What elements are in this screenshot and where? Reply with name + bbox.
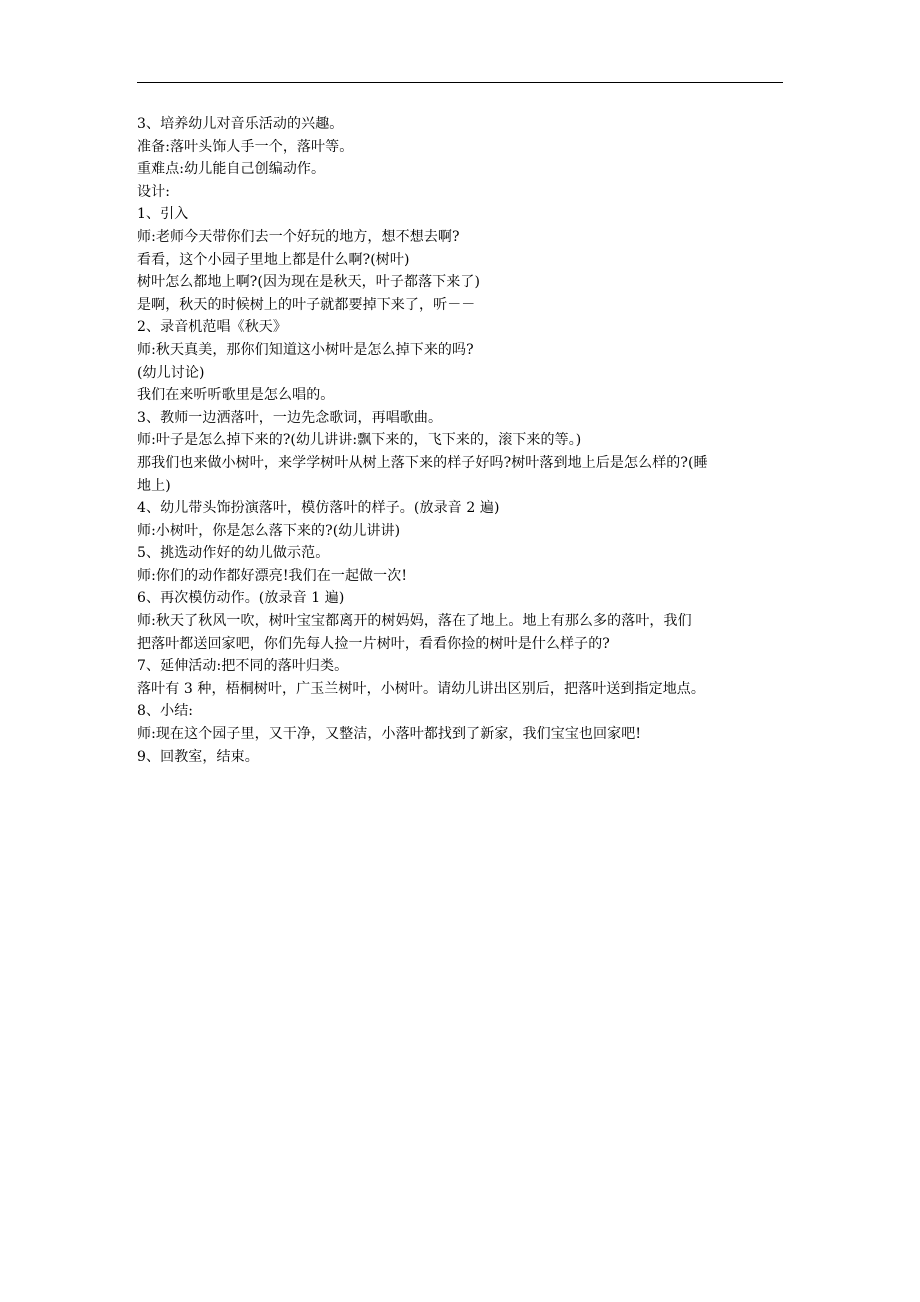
text-line: 5、挑选动作好的幼儿做示范。 <box>137 545 330 562</box>
text-line: 设计: <box>137 183 171 200</box>
text-line: 师:你们的动作都好漂亮!我们在一起做一次! <box>137 567 408 584</box>
text-line: 师:小树叶，你是怎么落下来的?(幼儿讲讲) <box>137 522 401 539</box>
text-line: 4、幼儿带头饰扮演落叶，模仿落叶的样子。(放录音 2 遍) <box>137 500 500 517</box>
text-line: 准备:落叶头饰人手一个，落叶等。 <box>137 138 354 155</box>
text-line: 8、小结: <box>137 703 194 720</box>
document-body <box>137 113 787 768</box>
text-line: (幼儿讨论) <box>137 364 205 381</box>
text-line: 是啊，秋天的时候树上的叶子就都要掉下来了，听－－ <box>137 296 476 313</box>
text-line: 师:秋天了秋风一吹，树叶宝宝都离开的树妈妈，落在了地上。地上有那么多的落叶，我们 <box>137 613 692 630</box>
text-line: 落叶有 3 种，梧桐树叶，广玉兰树叶，小树叶。请幼儿讲出区别后，把落叶送到指定地点。 <box>137 680 706 697</box>
text-line: 我们在来听听歌里是怎么唱的。 <box>137 387 335 404</box>
text-line: 2、录音机范唱《秋天》 <box>137 319 288 336</box>
text-line: 7、延伸活动:把不同的落叶归类。 <box>137 658 349 675</box>
text-line: 地上) <box>137 477 171 494</box>
text-line: 树叶怎么都地上啊?(因为现在是秋天，叶子都落下来了) <box>137 274 481 291</box>
text-line: 师:现在这个园子里，又干净，又整洁，小落叶都找到了新家，我们宝宝也回家吧! <box>137 726 642 743</box>
text-line: 那我们也来做小树叶，来学学树叶从树上落下来的样子好吗?树叶落到地上后是怎么样的?(睡 <box>137 454 708 471</box>
text-line: 师:老师今天带你们去一个好玩的地方，想不想去啊? <box>137 228 460 245</box>
text-line: 3、培养幼儿对音乐活动的兴趣。 <box>137 116 344 132</box>
text-line: 重难点:幼儿能自己创编动作。 <box>137 161 326 178</box>
text-line: 3、教师一边洒落叶，一边先念歌词，再唱歌曲。 <box>137 409 443 426</box>
text-line: 9、回教室，结束。 <box>137 748 259 765</box>
text-line: 1、引入 <box>137 206 189 223</box>
text-line: 师:秋天真美，那你们知道这小树叶是怎么掉下来的吗? <box>137 341 474 358</box>
text-line: 看看，这个小园子里地上都是什么啊?(树叶) <box>137 251 410 268</box>
text-line: 6、再次模仿动作。(放录音 1 遍) <box>137 590 345 607</box>
text-line: 师:叶子是怎么掉下来的?(幼儿讲讲:飘下来的，飞下来的，滚下来的等。) <box>137 432 582 449</box>
text-line: 把落叶都送回家吧，你们先每人捡一片树叶，看看你捡的树叶是什么样子的? <box>137 635 610 652</box>
header-rule <box>137 82 783 83</box>
